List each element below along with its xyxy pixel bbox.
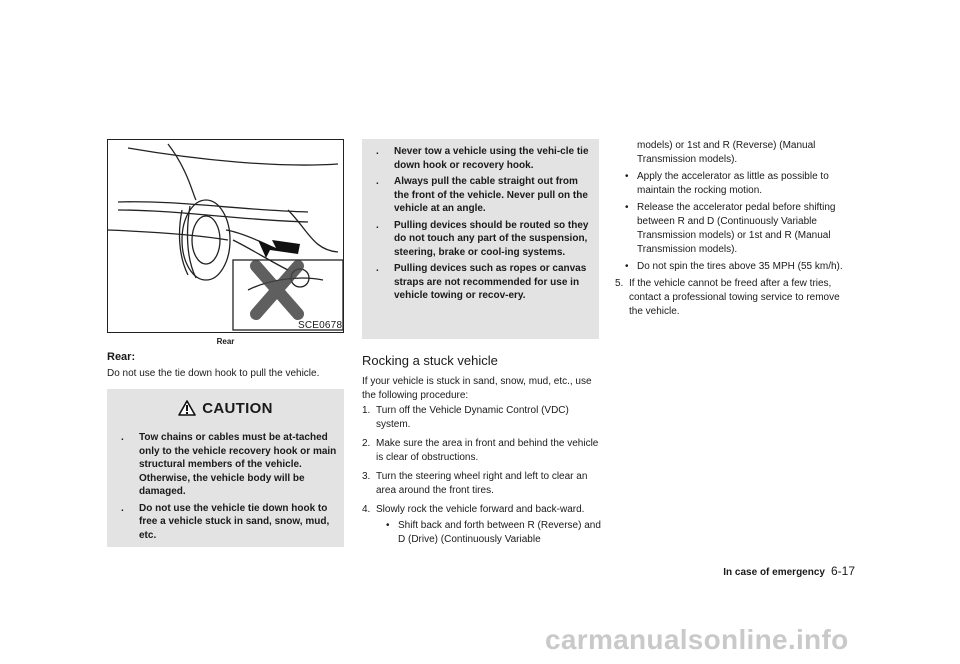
- page-number: 6-17: [830, 564, 855, 578]
- step-number: 3.: [362, 471, 371, 482]
- step-text: Turn the steering wheel right and left to clear an area around the front tires.: [376, 471, 588, 496]
- caution-list: [115, 431, 339, 545]
- step-number: 4.: [362, 504, 371, 515]
- watermark: carmanualsonline.info: [545, 624, 849, 655]
- step-text: Make sure the area in front and behind the vehicle is clear of obstructions.: [376, 438, 599, 463]
- warning-box: [362, 139, 599, 339]
- warning-item: [370, 175, 594, 216]
- sub-step-text: Release the accelerator pedal before shifting between R and D (Continuously Variable Transmission models) or 1st and R (Manual Transmission models).: [637, 202, 836, 255]
- sub-step-text: Apply the accelerator as little as possible to maintain the rocking motion.: [637, 171, 829, 196]
- arrow-icon: [258, 240, 300, 258]
- step-item: [615, 277, 854, 319]
- warning-item-text: Pulling devices such as ropes or canvas straps are not recommended for use in vehicle towing or recov-ery.: [394, 263, 587, 301]
- bullet: .: [376, 176, 379, 187]
- warning-triangle-icon: [178, 400, 196, 416]
- sub-step-list: [615, 170, 854, 274]
- rear-tow-hook-illustration: [107, 139, 344, 333]
- step-item: [362, 437, 602, 465]
- step-item: [362, 404, 602, 432]
- vehicle-rear-drawing: [108, 140, 343, 332]
- step-number: 2.: [362, 438, 371, 449]
- bullet: .: [376, 219, 379, 231]
- warning-item-text: Never tow a vehicle using the vehi-cle tie down hook or recovery hook.: [394, 146, 589, 171]
- step-item: [362, 470, 602, 498]
- sub-step-item: [376, 519, 602, 547]
- section-heading: Rocking a stuck vehicle: [362, 353, 498, 368]
- rocking-intro: If your vehicle is stuck in sand, snow, mud, etc., use the following procedure:: [362, 376, 592, 401]
- rear-heading: Rear:: [107, 351, 136, 363]
- warning-item: [370, 219, 594, 260]
- rocking-steps: [362, 404, 602, 552]
- figure-caption: Rear: [216, 337, 235, 346]
- step-text: If the vehicle cannot be freed after a few tries, contact a professional towing service to remove the vehicle.: [629, 278, 840, 317]
- footer-section-title: In case of emergency: [723, 567, 825, 578]
- sub-step-continuation: [615, 139, 854, 167]
- caution-box: [107, 389, 344, 547]
- bullet: .: [121, 502, 124, 514]
- right-column: [615, 139, 854, 319]
- figure-code: SCE0678: [298, 320, 343, 331]
- warning-item: [370, 262, 594, 303]
- bullet: .: [376, 146, 379, 157]
- warning-item-text: Pulling devices should be routed so they do not touch any part of the suspension, steering, brake or cool-ing systems.: [394, 219, 589, 258]
- sub-bullet: •: [386, 520, 390, 531]
- sub-step-text: Do not spin the tires above 35 MPH (55 km/h).: [637, 261, 843, 272]
- caution-label: CAUTION: [202, 400, 273, 417]
- sub-bullet: •: [625, 202, 629, 213]
- warning-list: [370, 145, 594, 306]
- page-footer: [723, 564, 855, 578]
- sub-step-item: [615, 170, 854, 198]
- warning-item-text: Always pull the cable straight out from the front of the vehicle. Never pull on the vehicle at an angle.: [394, 176, 588, 214]
- sub-step-item: [615, 260, 854, 274]
- caution-item: [115, 502, 339, 543]
- step-text: Turn off the Vehicle Dynamic Control (VDC) system.: [376, 405, 569, 430]
- step-item: [362, 503, 602, 547]
- caution-item-text: Tow chains or cables must be at-tached only to the vehicle recovery hook or main structural members of the vehicle. Otherwise, the vehicle body will be damaged.: [139, 432, 337, 497]
- sub-step-text: Shift back and forth between R (Reverse) and D (Drive) (Continuously Variable: [398, 520, 601, 545]
- sub-bullet: •: [625, 171, 629, 182]
- sub-bullet: •: [625, 261, 629, 272]
- step-number: 5.: [615, 278, 624, 289]
- step-text: Slowly rock the vehicle forward and back-ward.: [376, 504, 585, 515]
- bullet: .: [376, 263, 379, 274]
- rear-text: Do not use the tie down hook to pull the vehicle.: [107, 368, 320, 379]
- sub-step-text: models) or 1st and R (Reverse) (Manual Transmission models).: [637, 140, 816, 165]
- caution-item-text: Do not use the vehicle tie down hook to free a vehicle stuck in sand, snow, mud, etc.: [139, 502, 330, 541]
- caution-item: [115, 431, 339, 499]
- bullet: .: [121, 432, 124, 443]
- sub-step-item: [615, 201, 854, 257]
- step-number: 1.: [362, 405, 371, 416]
- caution-title: [107, 400, 344, 417]
- warning-item: [370, 145, 594, 172]
